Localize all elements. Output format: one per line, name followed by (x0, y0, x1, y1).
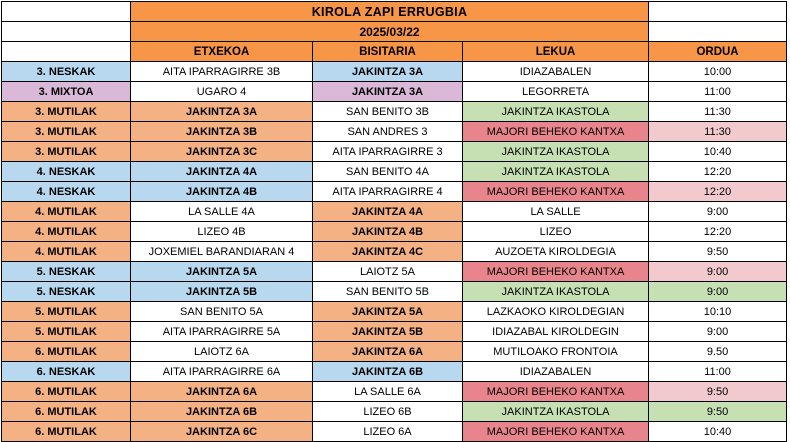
cell-category: 5. NESKAK (2, 282, 131, 302)
table-row (2, 62, 787, 82)
cell-away-team: AITA IPARRAGIRRE 4 (313, 182, 463, 202)
table-row (2, 102, 787, 122)
table-row (2, 142, 787, 162)
cell-away-team: AITA IPARRAGIRRE 3 (313, 142, 463, 162)
cell-away-team: LIZEO 6B (313, 402, 463, 422)
cell-away-team: LA SALLE 6A (313, 382, 463, 402)
cell-category: 6. MUTILAK (2, 382, 131, 402)
cell-place: MAJORI BEHEKO KANTXA (463, 262, 649, 282)
cell-place: JAKINTZA IKASTOLA (463, 162, 649, 182)
cell-home-team: JAKINTZA 5A (131, 262, 313, 282)
cell-time: 10:40 (649, 142, 787, 162)
cell-time: 9:00 (649, 282, 787, 302)
table-row (2, 122, 787, 142)
cell-home-team: JAKINTZA 6A (131, 382, 313, 402)
cell-category: 3. NESKAK (2, 62, 131, 82)
cell-place: MAJORI BEHEKO KANTXA (463, 182, 649, 202)
column-header-place: LEKUA (463, 42, 649, 62)
cell-time: 10:40 (649, 422, 787, 442)
cell-home-team: AITA IPARRAGIRRE 6A (131, 362, 313, 382)
cell-place: MAJORI BEHEKO KANTXA (463, 422, 649, 442)
cell-time: 9:00 (649, 202, 787, 222)
table-row (2, 202, 787, 222)
cell-place: JAKINTZA IKASTOLA (463, 102, 649, 122)
cell-category: 6. MUTILAK (2, 342, 131, 362)
column-header-home: ETXEKOA (131, 42, 313, 62)
cell-time: 9.50 (649, 342, 787, 362)
cell-category: 4. NESKAK (2, 182, 131, 202)
table-row (2, 282, 787, 302)
cell-home-team: JAKINTZA 4A (131, 162, 313, 182)
date-label: 2025/03/22 (131, 22, 649, 42)
cell-time: 9:50 (649, 382, 787, 402)
cell-time: 10:00 (649, 62, 787, 82)
cell-away-team: JAKINTZA 5B (313, 322, 463, 342)
cell-away-team: JAKINTZA 4C (313, 242, 463, 262)
cell-time: 12:20 (649, 162, 787, 182)
cell-time: 12:20 (649, 222, 787, 242)
table-row (2, 82, 787, 102)
column-header-row (2, 42, 787, 62)
cell-time: 10:10 (649, 302, 787, 322)
title-row (2, 2, 787, 22)
date-left-spacer (2, 22, 131, 42)
cell-time: 12:20 (649, 182, 787, 202)
cell-home-team: AITA IPARRAGIRRE 5A (131, 322, 313, 342)
cell-away-team: JAKINTZA 4A (313, 202, 463, 222)
cell-place: IDIAZABAL KIROLDEGIN (463, 322, 649, 342)
cell-home-team: JAKINTZA 3C (131, 142, 313, 162)
cell-category: 4. MUTILAK (2, 202, 131, 222)
cell-place: IDIAZABALEN (463, 62, 649, 82)
cell-category: 5. NESKAK (2, 262, 131, 282)
cell-time: 9:50 (649, 242, 787, 262)
cell-home-team: JOXEMIEL BARANDIARAN 4 (131, 242, 313, 262)
column-header-away: BISITARIA (313, 42, 463, 62)
cell-away-team: JAKINTZA 6B (313, 362, 463, 382)
cell-away-team: JAKINTZA 5A (313, 302, 463, 322)
schedule-table (1, 1, 787, 442)
cell-away-team: JAKINTZA 6A (313, 342, 463, 362)
cell-category: 4. MUTILAK (2, 242, 131, 262)
date-right-spacer (649, 22, 787, 42)
title-right-spacer (649, 2, 787, 22)
table-row (2, 362, 787, 382)
cell-away-team: LAIOTZ 5A (313, 262, 463, 282)
table-row (2, 342, 787, 362)
cell-away-team: JAKINTZA 3A (313, 82, 463, 102)
date-row (2, 22, 787, 42)
cell-time: 9:50 (649, 402, 787, 422)
column-header-category (2, 42, 131, 62)
cell-time: 9:00 (649, 322, 787, 342)
cell-category: 6. NESKAK (2, 362, 131, 382)
cell-place: JAKINTZA IKASTOLA (463, 282, 649, 302)
cell-time: 11:30 (649, 122, 787, 142)
cell-away-team: JAKINTZA 3A (313, 62, 463, 82)
table-row (2, 322, 787, 342)
cell-home-team: UGARO 4 (131, 82, 313, 102)
cell-away-team: JAKINTZA 4B (313, 222, 463, 242)
cell-home-team: AITA IPARRAGIRRE 3B (131, 62, 313, 82)
cell-away-team: SAN BENITO 3B (313, 102, 463, 122)
cell-home-team: SAN BENITO 5A (131, 302, 313, 322)
cell-home-team: LA SALLE 4A (131, 202, 313, 222)
cell-place: IDIAZABALEN (463, 362, 649, 382)
cell-place: MUTILOAKO FRONTOIA (463, 342, 649, 362)
cell-home-team: JAKINTZA 6C (131, 422, 313, 442)
cell-time: 11:00 (649, 362, 787, 382)
cell-home-team: JAKINTZA 4B (131, 182, 313, 202)
table-row (2, 242, 787, 262)
page-title: KIROLA ZAPI ERRUGBIA (131, 2, 649, 22)
cell-home-team: JAKINTZA 3A (131, 102, 313, 122)
cell-place: LEGORRETA (463, 82, 649, 102)
table-row (2, 422, 787, 442)
cell-away-team: SAN BENITO 4A (313, 162, 463, 182)
table-row (2, 222, 787, 242)
cell-away-team: LIZEO 6A (313, 422, 463, 442)
cell-category: 3. MUTILAK (2, 102, 131, 122)
cell-place: LIZEO (463, 222, 649, 242)
cell-away-team: SAN BENITO 5B (313, 282, 463, 302)
cell-time: 11:30 (649, 102, 787, 122)
title-left-spacer (2, 2, 131, 22)
cell-place: AUZOETA KIROLDEGIA (463, 242, 649, 262)
cell-place: MAJORI BEHEKO KANTXA (463, 122, 649, 142)
cell-home-team: LAIOTZ 6A (131, 342, 313, 362)
cell-time: 9:00 (649, 262, 787, 282)
cell-category: 6. MUTILAK (2, 422, 131, 442)
cell-place: LA SALLE (463, 202, 649, 222)
cell-home-team: JAKINTZA 6B (131, 402, 313, 422)
table-row (2, 162, 787, 182)
table-row (2, 182, 787, 202)
cell-time: 11:00 (649, 82, 787, 102)
cell-category: 3. MIXTOA (2, 82, 131, 102)
cell-category: 4. NESKAK (2, 162, 131, 182)
cell-category: 6. MUTILAK (2, 402, 131, 422)
cell-category: 5. MUTILAK (2, 302, 131, 322)
column-header-time: ORDUA (649, 42, 787, 62)
cell-category: 5. MUTILAK (2, 322, 131, 342)
cell-home-team: JAKINTZA 5B (131, 282, 313, 302)
table-row (2, 302, 787, 322)
table-row (2, 262, 787, 282)
cell-place: JAKINTZA IKASTOLA (463, 402, 649, 422)
cell-category: 4. MUTILAK (2, 222, 131, 242)
cell-home-team: LIZEO 4B (131, 222, 313, 242)
cell-away-team: SAN ANDRES 3 (313, 122, 463, 142)
cell-category: 3. MUTILAK (2, 142, 131, 162)
cell-place: MAJORI BEHEKO KANTXA (463, 382, 649, 402)
cell-place: LAZKAOKO KIROLDEGIAN (463, 302, 649, 322)
table-row (2, 382, 787, 402)
cell-place: JAKINTZA IKASTOLA (463, 142, 649, 162)
cell-home-team: JAKINTZA 3B (131, 122, 313, 142)
cell-category: 3. MUTILAK (2, 122, 131, 142)
